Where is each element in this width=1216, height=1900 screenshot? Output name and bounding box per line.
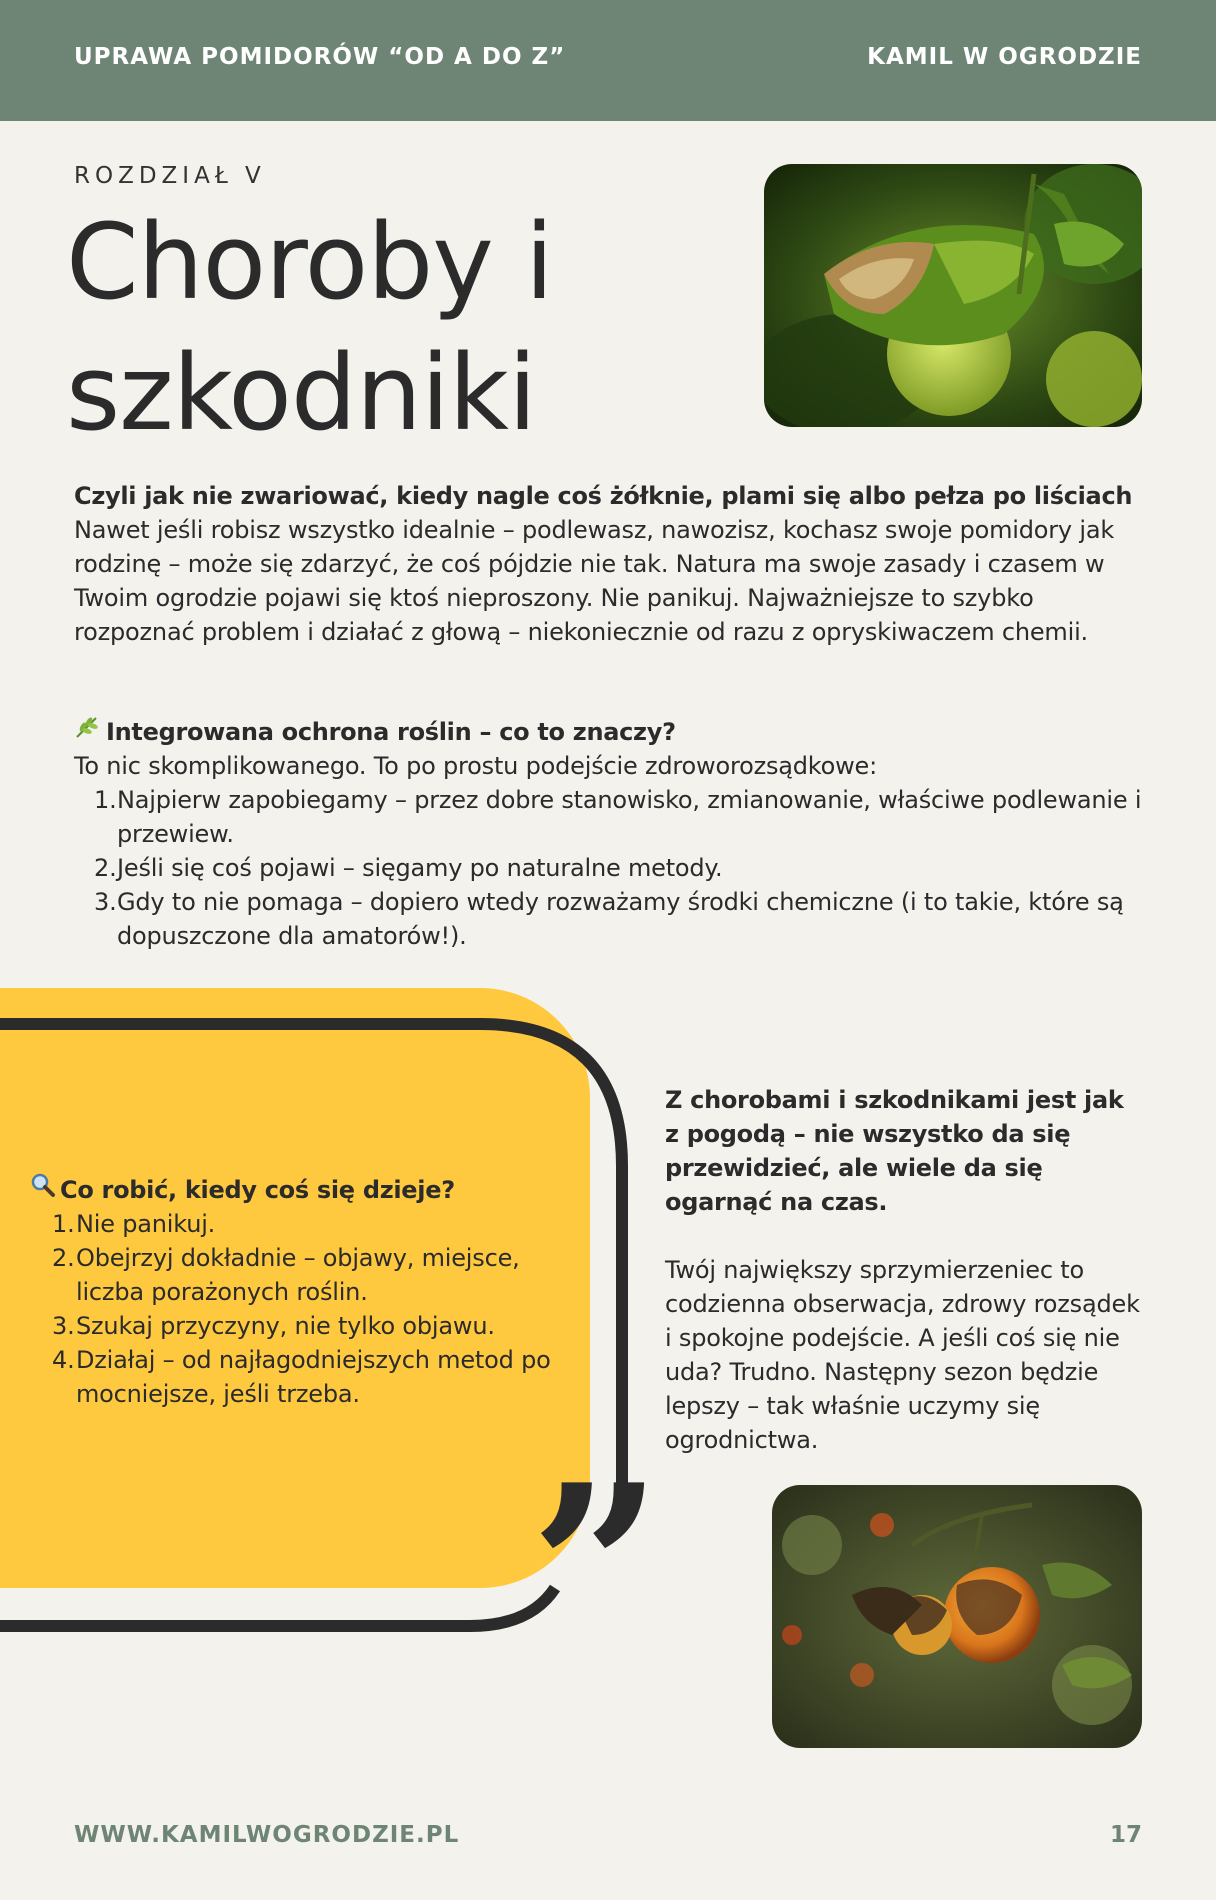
intro-lead: Czyli jak nie zwariować, kiedy nagle coś żółknie, plami się albo pełza po liściach: [74, 482, 1133, 510]
list-item: 2. Obejrzyj dokładnie – objawy, miejsce, liczba porażonych roślin.: [52, 1244, 520, 1306]
ipm-heading-text: Integrowana ochrona roślin – co to znaczy?: [106, 717, 676, 746]
list-item: 2. Jeśli się coś pojawi – sięgamy po naturalne metody.: [94, 854, 723, 882]
chapter-label: ROZDZIAŁ V: [74, 163, 266, 189]
tips-list: [30, 1207, 560, 1411]
list-item: 1. Najpierw zapobiegamy – przez dobre stanowisko, zmianowanie, właściwe podlewanie i przewiew.: [94, 786, 1142, 848]
page-number: 17: [1109, 1822, 1142, 1848]
list-item: 1. Nie panikuj.: [52, 1210, 216, 1238]
tips-section: [30, 1172, 560, 1411]
intro-section: [74, 479, 1154, 649]
tips-heading-text: Co robić, kiedy coś się dzieje?: [60, 1175, 455, 1204]
ipm-heading: [74, 714, 1154, 749]
diseased-leaf-photo: [764, 164, 1142, 427]
side-body: Twój największy sprzymierzeniec to codzienna obserwacja, zdrowy rozsądek i spokojne podejście. A jeśli coś się nie uda? Trudno. Następny sezon będzie lepszy – tak właśnie uczymy się ogrodnictwa.: [665, 1256, 1140, 1454]
page-header: [0, 0, 1216, 121]
diseased-tomato-photo: [772, 1485, 1142, 1748]
website-link[interactable]: WWW.KAMILWOGRODZIE.PL: [74, 1822, 460, 1848]
side-section: [665, 1083, 1145, 1457]
ipm-section: [74, 714, 1154, 953]
chapter-title: Choroby i szkodniki: [66, 201, 553, 454]
quote-mark-icon: ”: [530, 1435, 663, 1705]
list-item: 3. Gdy to nie pomaga – dopiero wtedy rozważamy środki chemiczne (i to takie, które są dopuszczone dla amatorów!).: [94, 888, 1124, 950]
magnifier-icon: [30, 1172, 56, 1207]
side-lead: Z chorobami i szkodnikami jest jak z pogodą – nie wszystko da się przewidzieć, ale wiele da się ogarnąć na czas.: [665, 1086, 1124, 1216]
ipm-list: [74, 783, 1154, 953]
list-item: 4. Działaj – od najłagodniejszych metod po mocniejsze, jeśli trzeba.: [52, 1346, 551, 1408]
document-title: UPRAWA POMIDORÓW “OD A DO Z”: [74, 44, 566, 70]
ipm-intro: To nic skomplikowanego. To po prostu podejście zdroworozsądkowe:: [74, 752, 878, 780]
list-item: 3. Szukaj przyczyny, nie tylko objawu.: [52, 1312, 495, 1340]
intro-body: Nawet jeśli robisz wszystko idealnie – podlewasz, nawozisz, kochasz swoje pomidory jak rodzinę – może się zdarzyć, że coś pójdzie nie tak. Natura ma swoje zasady i czasem w Twoim ogrodzie pojawi się ktoś nieproszony. Nie panikuj. Najważniejsze to szybko rozpoznać problem i działać z głową – niekoniecznie od razu z opryskiwaczem chemii.: [74, 516, 1115, 646]
herb-icon: [74, 714, 100, 749]
tips-heading: [30, 1172, 560, 1207]
author-name: KAMIL W OGRODZIE: [867, 44, 1142, 70]
